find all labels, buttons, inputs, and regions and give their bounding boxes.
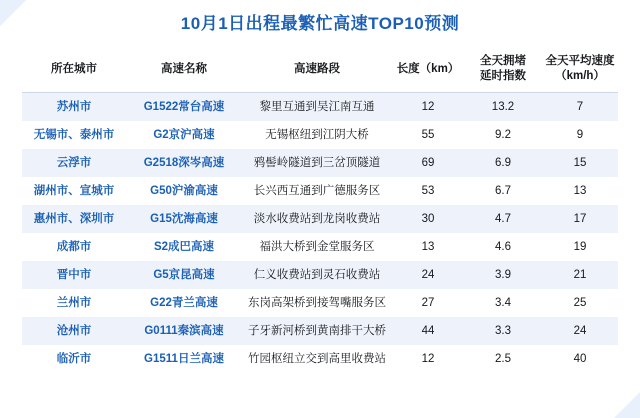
cell-average-speed: 17	[573, 213, 587, 225]
table-header	[22, 46, 618, 93]
column-header-congestion-index-line2: 延时指数	[480, 70, 526, 82]
cell-length: 12	[421, 353, 435, 365]
cell-congestion-index: 2.5	[495, 353, 511, 365]
table-row	[22, 317, 618, 345]
column-header-length-line1: 长度（km）	[396, 62, 460, 75]
cell-highway-name: G22青兰高速	[150, 297, 218, 309]
cell-city: 成都市	[56, 241, 92, 253]
cell-city: 晋中市	[56, 269, 92, 281]
table-row	[22, 121, 618, 149]
cell-highway-name: G15沈海高速	[150, 213, 218, 225]
column-header-highway-section	[242, 46, 392, 93]
forecast-table-container	[22, 46, 618, 373]
corner-decoration-bottom-right	[614, 392, 640, 418]
forecast-table	[22, 46, 618, 373]
column-header-average-speed-line2: （km/h）	[555, 70, 605, 82]
cell-highway-name: G1522常台高速	[143, 101, 225, 113]
cell-average-speed: 40	[573, 353, 587, 365]
table-row	[22, 233, 618, 261]
cell-congestion-index: 6.9	[495, 157, 511, 169]
table-row	[22, 261, 618, 289]
table-header-row	[22, 46, 618, 93]
cell-length: 12	[421, 101, 435, 113]
cell-highway-name: G2京沪高速	[153, 129, 215, 141]
cell-length: 27	[421, 297, 435, 309]
cell-length: 69	[421, 157, 435, 169]
cell-average-speed: 7	[576, 101, 584, 113]
cell-average-speed: 24	[573, 325, 587, 337]
cell-city: 临沂市	[56, 353, 92, 365]
cell-congestion-index: 6.7	[495, 185, 511, 197]
cell-highway-section: 鸦髻岭隧道到三岔顶隧道	[253, 157, 381, 169]
cell-length: 53	[421, 185, 435, 197]
column-header-highway-name-line1: 高速名称	[161, 62, 207, 75]
cell-highway-section: 淡水收费站到龙岗收费站	[253, 213, 381, 225]
cell-congestion-index: 3.3	[495, 325, 511, 337]
cell-city: 兰州市	[56, 297, 92, 309]
table-row	[22, 289, 618, 317]
cell-highway-name: G2518深岑高速	[143, 157, 225, 169]
column-header-highway-name	[126, 46, 242, 93]
column-header-average-speed-line1: 全天平均速度	[545, 55, 615, 67]
column-header-length	[392, 46, 464, 93]
table-row	[22, 93, 618, 122]
table-row	[22, 205, 618, 233]
column-header-city	[22, 46, 126, 93]
cell-congestion-index: 13.2	[491, 101, 515, 113]
cell-highway-section: 黎里互通到吴江南互通	[259, 101, 375, 113]
cell-congestion-index: 4.6	[495, 241, 511, 253]
column-header-congestion-index	[464, 46, 542, 93]
cell-city: 沧州市	[56, 325, 92, 337]
cell-highway-section: 仁义收费站到灵石收费站	[253, 269, 381, 281]
cell-city: 云浮市	[56, 157, 92, 169]
cell-highway-section: 无锡枢纽到江阴大桥	[265, 129, 369, 141]
cell-city: 惠州市、深圳市	[33, 213, 115, 225]
cell-city: 苏州市	[56, 101, 92, 113]
table-row	[22, 345, 618, 373]
cell-highway-name: G50沪渝高速	[150, 185, 218, 197]
cell-city: 湖州市、宣城市	[33, 185, 115, 197]
column-header-city-line1: 所在城市	[51, 62, 97, 75]
column-header-highway-section-line1: 高速路段	[294, 62, 340, 75]
cell-highway-name: G5京昆高速	[153, 269, 215, 281]
cell-highway-section: 福洪大桥到金堂服务区	[259, 241, 375, 253]
cell-average-speed: 21	[573, 269, 587, 281]
table-row	[22, 177, 618, 205]
cell-average-speed: 9	[576, 129, 584, 141]
cell-average-speed: 25	[573, 297, 587, 309]
cell-length: 30	[421, 213, 435, 225]
cell-length: 13	[421, 241, 435, 253]
cell-highway-name: S2成巴高速	[153, 241, 215, 253]
table-row	[22, 149, 618, 177]
cell-average-speed: 13	[573, 185, 587, 197]
page-title: 10月1日出程最繁忙高速TOP10预测	[180, 14, 460, 33]
cell-highway-section: 竹园枢纽立交到高里收费站	[248, 353, 386, 365]
cell-length: 44	[421, 325, 435, 337]
cell-highway-name: G0111秦滨高速	[144, 325, 224, 337]
table-body	[22, 93, 618, 374]
cell-length: 24	[421, 269, 435, 281]
cell-highway-section: 东岗高架桥到接驾嘴服务区	[248, 297, 386, 309]
cell-city: 无锡市、泰州市	[33, 129, 115, 141]
cell-average-speed: 15	[573, 157, 587, 169]
column-header-average-speed	[542, 46, 618, 93]
cell-congestion-index: 3.4	[495, 297, 511, 309]
cell-highway-section: 子牙新河桥到黄南排干大桥	[248, 325, 386, 337]
cell-average-speed: 19	[573, 241, 587, 253]
cell-highway-name: G1511日兰高速	[144, 353, 224, 365]
cell-length: 55	[421, 129, 435, 141]
cell-congestion-index: 9.2	[495, 129, 511, 141]
cell-congestion-index: 3.9	[495, 269, 511, 281]
cell-congestion-index: 4.7	[495, 213, 511, 225]
column-header-congestion-index-line1: 全天拥堵	[480, 55, 526, 67]
corner-decoration-top-left	[0, 0, 26, 26]
cell-highway-section: 长兴西互通到广德服务区	[253, 185, 381, 197]
